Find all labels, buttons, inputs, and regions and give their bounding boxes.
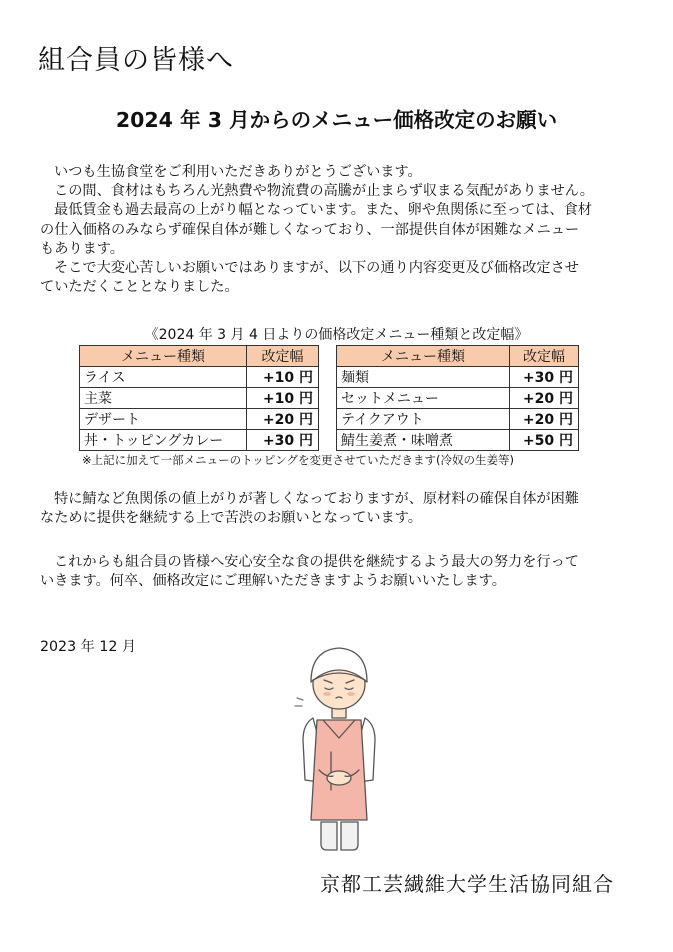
text-line: いきます。何卒、価格改定にご理解いただきますようお願いいたします。 <box>40 573 506 590</box>
header-amount: 改定幅 <box>510 346 579 367</box>
amount-cell: +30 円 <box>510 367 579 388</box>
header-amount: 改定幅 <box>247 346 319 367</box>
table-row <box>337 367 579 388</box>
table-row <box>80 388 319 409</box>
price-table-right <box>336 345 579 451</box>
menu-cell: 麺類 <box>337 367 510 388</box>
table-row <box>80 430 319 451</box>
table-note: ※上記に加えて一部メニューのトッピングを変更させていただきます(冷奴の生姜等) <box>82 453 515 467</box>
amount-cell: +20 円 <box>510 388 579 409</box>
header-menu: メニュー種類 <box>80 346 247 367</box>
amount-cell: +10 円 <box>247 367 319 388</box>
text-line: ていただくこととなりました。 <box>40 279 239 296</box>
menu-cell: 丼・トッピングカレー <box>80 430 247 451</box>
text-line: この間、食材はもちろん光熱費や物流費の高騰が止まらず収まる気配がありません。 <box>54 183 594 200</box>
intro-paragraph <box>40 163 640 297</box>
amount-cell: +20 円 <box>510 409 579 430</box>
text-line: そこで大変心苦しいお願いではありますが、以下の通り内容変更及び価格改定させ <box>54 260 579 277</box>
table-row <box>80 367 319 388</box>
menu-cell: デザート <box>80 409 247 430</box>
amount-cell: +50 円 <box>510 430 579 451</box>
amount-cell: +30 円 <box>247 430 319 451</box>
table-row <box>337 409 579 430</box>
text-line: なために提供を継続する上で苦渋のお願いとなっています。 <box>40 510 422 527</box>
menu-cell: 鯖生姜煮・味噌煮 <box>337 430 510 451</box>
menu-cell: テイクアウト <box>337 409 510 430</box>
amount-cell: +20 円 <box>247 409 319 430</box>
menu-cell: ライス <box>80 367 247 388</box>
table-row <box>337 430 579 451</box>
menu-cell: 主菜 <box>80 388 247 409</box>
text-line: これからも組合員の皆様へ安心安全な食の提供を継続するよう最大の努力を行って <box>54 554 579 570</box>
amount-cell: +10 円 <box>247 388 319 409</box>
greeting: 組合員の皆様へ <box>38 45 234 76</box>
text-line: 特に鯖など魚関係の値上がりが著しくなっておりますが、原材料の確保自体が困難 <box>54 491 579 507</box>
text-line: 最低賃金も過去最高の上がり幅となっています。また、卵や魚関係に至っては、食材 <box>54 202 592 219</box>
table-row <box>80 409 319 430</box>
header-menu: メニュー種類 <box>337 346 510 367</box>
table-caption: 《2024 年 3 月 4 日よりの価格改定メニュー種類と改定幅》 <box>144 327 529 343</box>
price-table-left <box>79 345 319 451</box>
text-line: いつも生協食堂をご利用いただきありがとうございます。 <box>54 164 422 180</box>
bowing-cafeteria-staff-icon <box>283 640 393 855</box>
table-row <box>337 388 579 409</box>
page-title: 2024 年 3 月からのメニュー価格改定のお願い <box>115 108 558 132</box>
text-line: の仕入価格のみならず確保自体が難しくなっており、一部提供自体が困難なメニュー <box>40 221 580 238</box>
closing-paragraph <box>40 553 640 591</box>
text-line: もあります。 <box>40 240 124 257</box>
date: 2023 年 12 月 <box>40 639 137 655</box>
organization-name: 京都工芸繊維大学生活協同組合 <box>320 872 614 896</box>
menu-cell: セットメニュー <box>337 388 510 409</box>
fish-paragraph <box>40 490 640 528</box>
